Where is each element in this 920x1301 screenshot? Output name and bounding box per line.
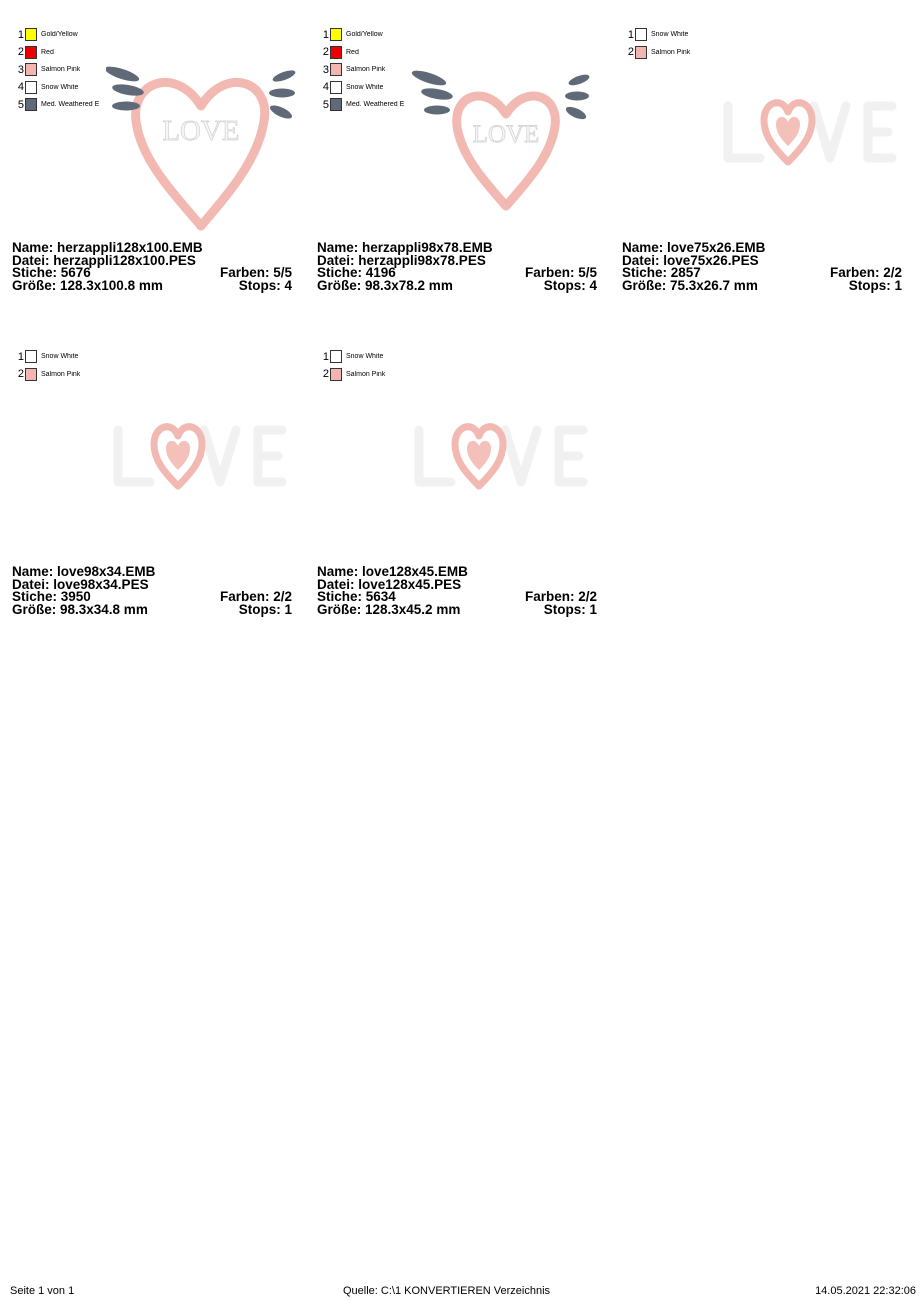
- design-card: [317, 348, 602, 648]
- size-row: [317, 601, 597, 617]
- color-swatch: [25, 63, 37, 76]
- love-lettering: LOVE: [472, 121, 540, 148]
- love-heart-design-preview: [714, 94, 904, 170]
- heart-outline: [136, 82, 265, 226]
- stop-count: Stops: 1: [543, 601, 597, 617]
- design-name: Name: love128x45.EMB: [317, 564, 468, 579]
- heart-o-inner: [166, 441, 190, 470]
- color-legend-item: [317, 44, 404, 62]
- love-heart-design-preview: [104, 418, 294, 494]
- winged-heart-design-preview: [106, 56, 296, 236]
- footer-page-number: Seite 1 von 1: [10, 1285, 75, 1297]
- stop-count: Stops: 1: [238, 601, 292, 617]
- color-number: 2: [17, 46, 24, 59]
- color-swatch: [25, 81, 37, 94]
- color-count: Farben: 5/5: [524, 265, 597, 280]
- color-name: Snow White: [651, 31, 689, 39]
- color-legend-item: [12, 366, 80, 384]
- size-row: [12, 277, 292, 293]
- size-row: [12, 601, 292, 617]
- color-number: 5: [322, 98, 329, 111]
- design-card: [12, 348, 297, 648]
- color-name: Salmon Pink: [346, 66, 386, 74]
- color-swatch: [330, 350, 342, 363]
- color-number: 4: [322, 81, 329, 94]
- stop-count: Stops: 4: [543, 277, 597, 293]
- color-swatch: [635, 46, 647, 59]
- design-name: Name: herzappli98x78.EMB: [317, 240, 493, 255]
- color-legend-item: [317, 79, 404, 97]
- color-legend: [12, 348, 80, 383]
- color-number: 5: [17, 98, 24, 111]
- color-number: 1: [322, 28, 329, 41]
- color-count: Farben: 2/2: [524, 589, 597, 604]
- color-swatch: [330, 46, 342, 59]
- love-heart-design-preview: [405, 418, 595, 494]
- design-size: Größe: 98.3x78.2 mm: [317, 277, 453, 293]
- color-legend-item: [317, 348, 385, 366]
- design-size: Größe: 128.3x45.2 mm: [317, 601, 461, 617]
- color-legend: [12, 26, 99, 114]
- color-legend-item: [12, 79, 99, 97]
- stop-count: Stops: 1: [848, 277, 902, 293]
- design-card: [622, 26, 907, 326]
- color-swatch: [330, 98, 342, 111]
- design-name: Name: love75x26.EMB: [622, 240, 766, 255]
- size-row: [317, 277, 597, 293]
- color-name: Snow White: [346, 83, 384, 91]
- right-wing-feathers: [564, 72, 591, 121]
- color-swatch: [330, 28, 342, 41]
- color-legend-item: [12, 26, 99, 44]
- color-swatch: [330, 63, 342, 76]
- color-count: Farben: 2/2: [219, 589, 292, 604]
- stitch-count: Stiche: 5634: [317, 589, 396, 604]
- footer-datetime: 14.05.2021 22:32:06: [815, 1285, 916, 1297]
- color-legend-item: [12, 61, 99, 79]
- color-legend-item: [12, 348, 80, 366]
- design-size: Größe: 128.3x100.8 mm: [12, 277, 163, 293]
- design-name: Name: love98x34.EMB: [12, 564, 156, 579]
- color-name: Salmon Pink: [346, 370, 386, 378]
- color-legend-item: [317, 366, 385, 384]
- design-info: [12, 566, 292, 616]
- stitch-count: Stiche: 3950: [12, 589, 91, 604]
- color-legend-item: [622, 26, 690, 44]
- design-info: [12, 242, 292, 292]
- color-legend-item: [317, 26, 404, 44]
- color-name: Red: [41, 48, 54, 56]
- design-size: Größe: 75.3x26.7 mm: [622, 277, 758, 293]
- design-file: Datei: herzappli98x78.PES: [317, 252, 486, 268]
- design-size: Größe: 98.3x34.8 mm: [12, 601, 148, 617]
- design-card: [12, 26, 297, 326]
- love-lettering: LOVE: [162, 115, 240, 147]
- color-swatch: [635, 28, 647, 41]
- stitch-count: Stiche: 2857: [622, 265, 701, 280]
- heart-outline: [457, 96, 556, 206]
- color-legend: [317, 348, 385, 383]
- left-wing-feathers: [411, 68, 454, 115]
- color-legend-item: [317, 61, 404, 79]
- size-row: [622, 277, 902, 293]
- color-number: 2: [17, 368, 24, 381]
- design-card: [317, 26, 602, 326]
- stitch-count: Stiche: 4196: [317, 265, 396, 280]
- color-count: Farben: 2/2: [829, 265, 902, 280]
- design-info: [317, 566, 597, 616]
- design-info: [622, 242, 902, 292]
- color-name: Salmon Pink: [41, 66, 81, 74]
- color-legend-item: [622, 44, 690, 62]
- stop-count: Stops: 4: [238, 277, 292, 293]
- color-name: Salmon Pink: [651, 48, 691, 56]
- color-legend-item: [12, 44, 99, 62]
- design-file: Datei: herzappli128x100.PES: [12, 252, 196, 268]
- footer-source-path: Quelle: C:\1 KONVERTIEREN Verzeichnis: [343, 1285, 551, 1297]
- color-name: Med. Weathered E: [346, 101, 405, 109]
- color-name: Snow White: [41, 353, 79, 361]
- color-legend-item: [12, 96, 99, 114]
- heart-o-inner: [467, 441, 491, 470]
- color-name: Med. Weathered E: [41, 101, 100, 109]
- color-swatch: [25, 368, 37, 381]
- color-name: Red: [346, 48, 359, 56]
- heart-o-inner: [776, 117, 800, 146]
- color-number: 3: [17, 63, 24, 76]
- color-number: 1: [322, 350, 329, 363]
- color-number: 4: [17, 81, 24, 94]
- color-swatch: [25, 98, 37, 111]
- color-swatch: [25, 46, 37, 59]
- right-wing-feathers: [268, 68, 296, 121]
- color-name: Snow White: [41, 83, 79, 91]
- design-name: Name: herzappli128x100.EMB: [12, 240, 203, 255]
- color-count: Farben: 5/5: [219, 265, 292, 280]
- color-number: 1: [17, 350, 24, 363]
- color-number: 2: [322, 368, 329, 381]
- winged-heart-design-preview: [411, 58, 601, 238]
- color-swatch: [25, 350, 37, 363]
- color-number: 1: [17, 28, 24, 41]
- color-legend: [622, 26, 690, 61]
- color-swatch: [330, 368, 342, 381]
- color-name: Gold/Yellow: [346, 31, 383, 39]
- color-legend: [317, 26, 404, 114]
- color-legend-item: [317, 96, 404, 114]
- design-file: Datei: love75x26.PES: [622, 252, 759, 268]
- stitch-count: Stiche: 5676: [12, 265, 91, 280]
- color-number: 2: [627, 46, 634, 59]
- design-info: [317, 242, 597, 292]
- color-number: 3: [322, 63, 329, 76]
- color-swatch: [330, 81, 342, 94]
- design-file: Datei: love98x34.PES: [12, 576, 149, 592]
- color-name: Gold/Yellow: [41, 31, 78, 39]
- design-file: Datei: love128x45.PES: [317, 576, 462, 592]
- color-number: 2: [322, 46, 329, 59]
- color-name: Salmon Pink: [41, 370, 81, 378]
- color-name: Snow White: [346, 353, 384, 361]
- color-number: 1: [627, 28, 634, 41]
- color-swatch: [25, 28, 37, 41]
